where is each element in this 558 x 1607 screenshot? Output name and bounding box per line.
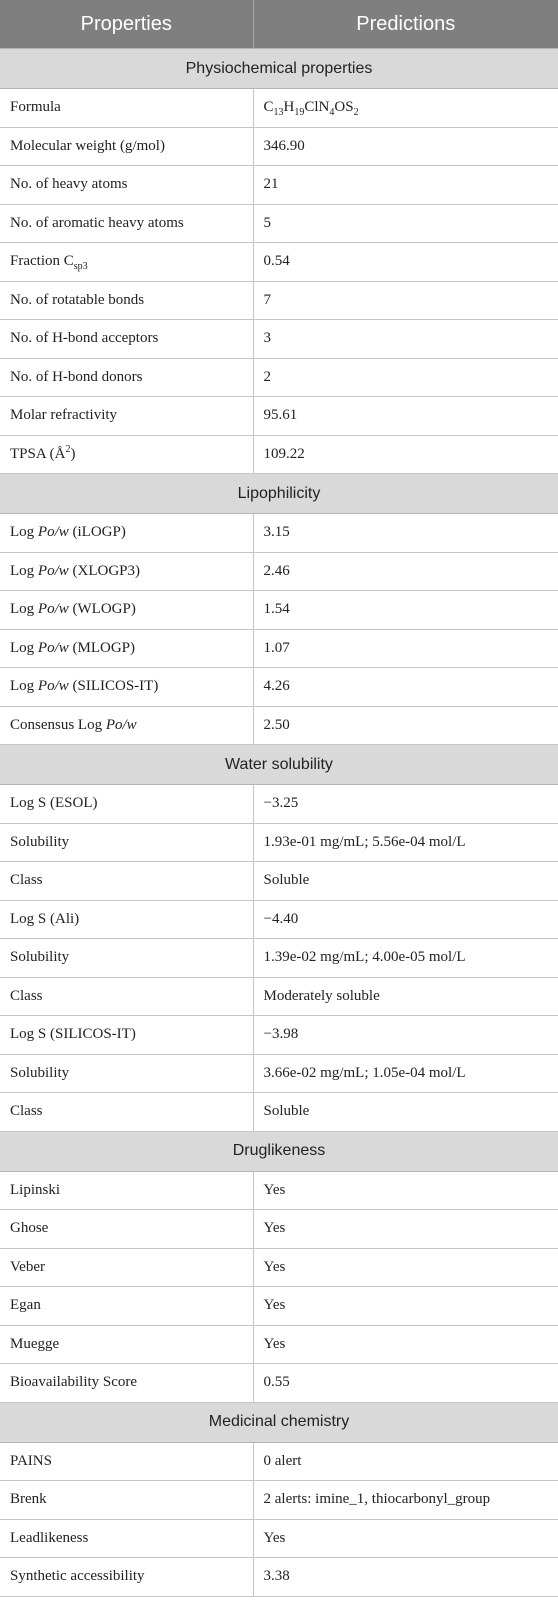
section-medicinal-chemistry [0, 1402, 558, 1442]
section-physiochemical [0, 49, 558, 89]
row-label: Log Po/w (WLOGP) [0, 591, 253, 630]
table-row [0, 862, 558, 901]
row-value: −4.40 [253, 900, 558, 939]
row-label: Muegge [0, 1325, 253, 1364]
table-row [0, 89, 558, 128]
section-title: Druglikeness [0, 1131, 558, 1171]
row-value: Yes [253, 1325, 558, 1364]
row-label: Synthetic accessibility [0, 1558, 253, 1597]
row-label: Fraction $C_{sp3}$ [0, 243, 253, 282]
row-label: Lipinski [0, 1171, 253, 1210]
section-title: Water solubility [0, 745, 558, 785]
row-value: 2.50 [253, 706, 558, 745]
table-row [0, 552, 558, 591]
row-value: 0.55 [253, 1364, 558, 1403]
row-value: −3.98 [253, 1016, 558, 1055]
row-value: 5 [253, 204, 558, 243]
table-row [0, 243, 558, 282]
row-value: 3.15 [253, 514, 558, 553]
section-lipophilicity [0, 474, 558, 514]
table-row [0, 1248, 558, 1287]
table-row [0, 435, 558, 474]
section-water-solubility [0, 745, 558, 785]
row-label: Bioavailability Score [0, 1364, 253, 1403]
table-row [0, 1287, 558, 1326]
table-row [0, 320, 558, 359]
table-row [0, 166, 558, 205]
table-row [0, 1016, 558, 1055]
table-row [0, 1364, 558, 1403]
table-row [0, 1481, 558, 1520]
row-label: No. of H-bond donors [0, 358, 253, 397]
formula-value: $C_{13}H_{19}ClN_4OS_2$ [253, 89, 558, 128]
header-row [0, 0, 558, 49]
row-value: 1.93e-01 mg/mL; 5.56e-04 mol/L [253, 823, 558, 862]
row-label: No. of heavy atoms [0, 166, 253, 205]
row-value: 2.46 [253, 552, 558, 591]
section-title: Medicinal chemistry [0, 1402, 558, 1442]
table-row [0, 1325, 558, 1364]
table-row [0, 629, 558, 668]
row-label: Log Po/w (SILICOS-IT) [0, 668, 253, 707]
header-properties: Properties [0, 0, 253, 49]
row-value: −3.25 [253, 785, 558, 824]
table-row [0, 514, 558, 553]
row-label: Class [0, 1093, 253, 1132]
table-row [0, 668, 558, 707]
row-value: Yes [253, 1287, 558, 1326]
row-value: 3.38 [253, 1558, 558, 1597]
section-title: Lipophilicity [0, 474, 558, 514]
row-label: Molar refractivity [0, 397, 253, 436]
header-predictions: Predictions [253, 0, 558, 49]
row-label: Veber [0, 1248, 253, 1287]
table-row [0, 939, 558, 978]
row-label: TPSA $(Å^2)$ [0, 435, 253, 474]
row-label: Log S (Ali) [0, 900, 253, 939]
row-value: Soluble [253, 1093, 558, 1132]
table-row [0, 977, 558, 1016]
table-row [0, 591, 558, 630]
table-row [0, 1171, 558, 1210]
row-label: No. of aromatic heavy atoms [0, 204, 253, 243]
row-label: Formula [0, 89, 253, 128]
table-row [0, 127, 558, 166]
table-row [0, 900, 558, 939]
table-row [0, 397, 558, 436]
row-value: 346.90 [253, 127, 558, 166]
table-row [0, 706, 558, 745]
table-row [0, 204, 558, 243]
table-row [0, 1054, 558, 1093]
row-label: Log Po/w (iLOGP) [0, 514, 253, 553]
table-row [0, 785, 558, 824]
row-label: Molecular weight (g/mol) [0, 127, 253, 166]
table-row [0, 1093, 558, 1132]
row-value: Soluble [253, 862, 558, 901]
row-value: Yes [253, 1519, 558, 1558]
row-value: 0.54 [253, 243, 558, 282]
row-label: Log S (SILICOS-IT) [0, 1016, 253, 1055]
row-value: 21 [253, 166, 558, 205]
row-label: PAINS [0, 1442, 253, 1481]
row-value: 95.61 [253, 397, 558, 436]
row-label: Brenk [0, 1481, 253, 1520]
table-row [0, 358, 558, 397]
row-label: Class [0, 862, 253, 901]
row-label: Egan [0, 1287, 253, 1326]
row-value: 4.26 [253, 668, 558, 707]
row-value: 3 [253, 320, 558, 359]
row-label: No. of H-bond acceptors [0, 320, 253, 359]
row-label: Solubility [0, 1054, 253, 1093]
row-label: Ghose [0, 1210, 253, 1249]
section-druglikeness [0, 1131, 558, 1171]
row-label: Leadlikeness [0, 1519, 253, 1558]
row-label: Solubility [0, 823, 253, 862]
row-value: Yes [253, 1210, 558, 1249]
row-label: Solubility [0, 939, 253, 978]
row-value: Yes [253, 1171, 558, 1210]
row-value: 109.22 [253, 435, 558, 474]
row-value: 2 [253, 358, 558, 397]
row-label: Log Po/w (MLOGP) [0, 629, 253, 668]
table-row [0, 1210, 558, 1249]
row-label: Log S (ESOL) [0, 785, 253, 824]
section-title: Physiochemical properties [0, 49, 558, 89]
row-label: Consensus Log Po/w [0, 706, 253, 745]
row-value: 1.39e-02 mg/mL; 4.00e-05 mol/L [253, 939, 558, 978]
row-value: 1.54 [253, 591, 558, 630]
row-value: 7 [253, 281, 558, 320]
table-row [0, 281, 558, 320]
table-row [0, 1519, 558, 1558]
row-label: No. of rotatable bonds [0, 281, 253, 320]
table-row [0, 823, 558, 862]
row-label: Class [0, 977, 253, 1016]
table-row [0, 1442, 558, 1481]
row-value: Moderately soluble [253, 977, 558, 1016]
table-row [0, 1558, 558, 1597]
row-value: Yes [253, 1248, 558, 1287]
row-value: 1.07 [253, 629, 558, 668]
row-label: Log Po/w (XLOGP3) [0, 552, 253, 591]
row-value: 0 alert [253, 1442, 558, 1481]
row-value: 2 alerts: imine_1, thiocarbonyl_group [253, 1481, 558, 1520]
row-value: 3.66e-02 mg/mL; 1.05e-04 mol/L [253, 1054, 558, 1093]
